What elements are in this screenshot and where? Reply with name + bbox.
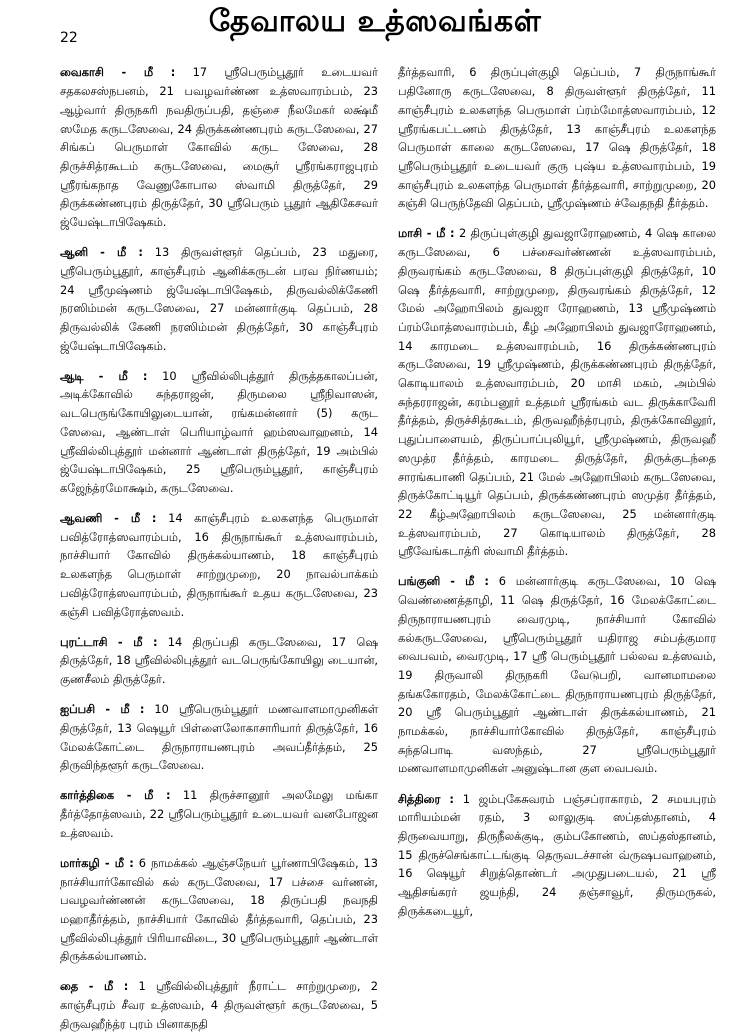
month-label: தை - மீ : — [60, 979, 129, 994]
month-label: மார்கழி - மீ : — [60, 855, 134, 870]
right-column — [398, 52, 716, 974]
festival-text: 13 திருவள்ளூர் தெப்பம், 23 மதுரை, ஸ்ரீபெரும்பூதூர், காஞ்சீபுரம் ஆனிக்கருடன் பரவ நிர்ணயம்; 24 ஸ்ரீமுஷ்ணம் ஜ்யேஷ்டாபிஷேகம், திருவல்லிக்கேணி நரஸிம்மன் கருடஸேவை, 27 மன்னார்குடி தெப்பம், 28 திருவல்லிக் கேணி நரஸிம்மன் திருத்தேர், 30 காஞ்சீபுரம் ஜ்யேஷ்டாபிஷேகம். — [60, 245, 379, 353]
page-header — [0, 0, 750, 44]
festival-entry — [60, 700, 378, 775]
month-label: கார்த்திகை - மீ : — [60, 788, 171, 803]
festival-text: தீர்த்தவாரி, 6 திருப்புள்குழி தெப்பம், 7 திருநாங்கூர் பதினோரு கருடஸேவை, 8 திருவள்ளூர் திருத்தேர், 11 காஞ்சீபுரம் உலகளந்த பெருமாள் ப்ரம்மோத்ஸவாரம்பம், 12 ஸ்ரீரங்கபட்டணம் திருத்தேர், 13 காஞ்சீபுரம் உலகளந்த பெருமாள் காலை கருடஸேவை, 17 ஷெ திருத்தேர், 18 ஸ்ரீபெரும்பூதூர் உடையவர் குரு புஷ்ய உத்ஸவாரம்பம், 19 காஞ்சீபுரம் உலகளந்த பெருமாள் தீர்த்தவாரி, சாற்றுமுறை, 20 கஞ்சி பெருந்தேவி தெப்பம், ஸ்ரீமுஷ்ணம் ச்வேதநதி தீர்த்தம். — [398, 65, 716, 211]
festival-text: 10 ஸ்ரீவில்லிபுத்தூர் திருத்தகாலப்பன், அடிக்கோவில் சுந்தராஜன், திருமலை ஸ்ரீநிவாஸன், வடபெருங்கோயிலுடையான், ரங்கமன்னார் (5) கருட ஸேவை, ஆண்டாள் பெரியாழ்வார் ஹம்ஸவாஹனம், 14 ஸ்ரீவில்லிபுத்தூர் மன்னார் ஆண்டாள் திருத்தேர், 19 அம்பில் ஜ்யேஷ்டாபிஷேகம், 25 ஸ்ரீபெரும்பூதூர், காஞ்சீபுரம் கஜேந்த்ரமோக்ஷம், கருடஸேவை. — [60, 368, 378, 495]
page-number: 22 — [60, 30, 78, 46]
festival-text: 1 ஜம்புகேசுவரம் பஞ்சப்ராகாரம், 2 சமயபுரம் மாரியம்மன் ரதம், 3 லாலுகுடி ஸப்தஸ்தானம், 4 திருவையாறு, திருநீலக்குடி, கும்பகோணம், ஸப்தஸ்தானம், 15 திருச்செங்காட்டங்குடி தெருவடச்சான் வ்ருஷபவாஹனம், 16 ஷெயூர் சிறுத்தொண்டர் அமுதுபடையல், 21 ஸ்ரீ ஆதிசங்கரர் ஜயந்தி, 24 தஞ்சாவூர், திருமருகல், திருக்கடையூர், — [398, 791, 716, 918]
festival-text: 6 நாமக்கல் ஆஞ்சநேயர் பூர்ணாபிஷேகம், 13 நாச்சியார்கோவில் கல் கருடஸேவை, 17 பச்சை வர்ணன், பவழவர்ண்ணன் கருடஸேவை, 18 திருப்பதி நவநதி மஹாதீர்த்தம், நாச்சியார் கோவில் தீர்த்தவாரி, தெப்பம், 23 ஸ்ரீவில்லிபுத்தூர் பிரியாவிடை, 30 ஸ்ரீபெரும்பூதூர் ஆண்டாள் திருக்கல்யாணம். — [60, 855, 378, 964]
month-label: வைகாசி - மீ : — [60, 65, 176, 80]
festival-text: 14 காஞ்சீபுரம் உலகளந்த பெருமாள் பவித்ரோத்ஸவாரம்பம், 16 திருநாங்கூர் உத்ஸவாரம்பம், நாச்சியார் கோவில் திருக்கல்யாணம், 18 காஞ்சீபுரம் உலகளந்த பெருமாள் சாற்றுமுறை, 20 நாவல்பாக்கம் பவித்ரோத்ஸவாரம்பம், திருநாங்கூர் உதய கருடஸேவை, 23 கஞ்சி பவித்ரோத்ஸவம். — [60, 511, 378, 619]
text-columns — [60, 52, 717, 1031]
festival-entry — [60, 63, 378, 231]
festival-text: 1 ஸ்ரீவில்லிபுத்தூர் நீராட்ட சாற்றுமுறை, 2 காஞ்சீபுரம் சீவர உத்ஸவம், 4 திருவள்ளூர் கருடஸேவை, 5 திருவஹீந்த்ர புரம் பினாகநதி — [60, 979, 378, 1031]
festival-entry — [60, 977, 378, 1033]
festival-text: 14 திருப்பதி கருடஸேவை, 17 ஷெ திருத்தேர், 18 ஸ்ரீவில்லிபுத்தூர் வடபெருங்கோயிலு டையான், குணசீலம் திருத்தேர். — [60, 634, 379, 687]
festival-entry — [60, 367, 378, 498]
festival-entry — [398, 790, 716, 921]
festival-text: 6 மன்னார்குடி கருடஸேவை, 10 ஷெ வெண்ணைத்தாழி, 11 ஷெ திருத்தேர், 16 மேலக்கோட்டை திருநாராயணபுரம் வைரமுடி, நாச்சியார் கோவில் கல்கருடஸேவை, ஸ்ரீபெரும்பூதூர் யதிராஜ சம்பத்குமார வைபவம், வைரமுடி, 17 ஸ்ரீ பெரும்பூதூர் பல்லவ உத்ஸவம், 19 திருவாலி திருநகரி வேடுபறி, வானமாமலை தங்ககோரதம், மேலக்கோட்டை திருநாராயணபுரம் திருத்தேர், 20 ஸ்ரீ பெரும்பூதூர் ஆண்டாள் திருக்கல்யாணம், 21 நாமக்கல், நாச்சியார்கோவில் திருத்தேர், காஞ்சீபுரம் சுந்தபொடி வஸந்தம், 27 ஸ்ரீபெரும்பூதூர் மணவாளமாமுனிகள் அனுஷ்டான குள வைபவம். — [398, 574, 717, 776]
month-label: மாசி - மீ : — [398, 226, 455, 241]
month-label: ஆடி - மீ : — [60, 368, 148, 383]
month-label: பங்குனி - மீ : — [398, 574, 489, 589]
month-label: ஐப்பசி - மீ : — [60, 702, 145, 717]
month-label: ஆவணி - மீ : — [60, 511, 157, 526]
festival-entry — [398, 572, 716, 778]
festival-text: 17 ஸ்ரீபெரும்பூதூர் உடையவர் சதகலசஸ்நபனம், 21 பவழவர்ண்ண உத்ஸவாரம்பம், 23 ஆழ்வார் திருநகரி நவதிருப்பதி, தஞ்சை நீலமேகர் லக்ஷ்மீ ஸமேத கருடஸேவை, 24 திருக்கண்ணபுரம் கருடஸேவை, 27 சிங்கப் பெருமாள் கோவில் கருட ஸேவை, 28 திருச்சித்ரகூடம் கருடஸேவை, மைசூர் ஸ்ரீரங்கராஜபுரம் ஸ்ரீரங்கநாத வேணுகோபால ஸ்வாமி திருத்தேர், 29 திருக்கண்ணபுரம் திருத்தேர், 30 ஸ்ரீபெரும் பூதூர் ஆதிகேசவர் ஜ்யேஷ்டாபிஷேகம். — [60, 65, 378, 230]
festival-entry — [60, 509, 378, 621]
festival-text: 10 ஸ்ரீபெரும்பூதூர் மணவாளமாமுனிகள் திருத்தேர், 13 ஷெயூர் பிள்ளைலோகாசாரியார் திருத்தேர், 16 மேலக்கோட்டை திருநாராயணபுரம் அவப்தீர்த்தம், 25 திருவிந்தளூர் கருடஸேவை. — [60, 702, 378, 773]
festival-entry — [398, 63, 716, 213]
festival-entry — [398, 224, 716, 561]
festival-text: 2 திருப்புள்குழி துவஜாரோஹணம், 4 ஷெ காலை கருடஸேவை, 6 பச்சைவர்ண்ணன் உத்ஸவாரம்பம், திருவரங்கம் கருடஸேவை, 8 திருப்புள்குழி திருத்தேர், 10 ஷெ தீர்த்தவாரி, சாற்றுமுறை, திருவரங்கம் திருத்தேர், 12 மேல் அஹோபிலம் துவஜா ரோஹணம், 13 ஸ்ரீமுஷ்ணம் ப்ரம்மோத்ஸவாரம்பம், கீழ் அஹோபிலம் துவஜாரோஹணம், 14 காரமடை உத்ஸவாரம்பம், 16 திருக்கண்ணபுரம் கருடஸேவை, 19 ஸ்ரீமுஷ்ணம், திருக்கண்ணபுரம் திருத்தேர், கொடியாலம் உத்ஸவாரம்பம், 20 மாசி மகம், அம்பில் சுந்தரராஜன், கரம்பனூர் உத்தமர் ஸ்ரீரங்கம் வட திருக்காவேரி தீர்த்தம், திருச்சித்ரகூடம், திருவஹீந்த்ரபுரம், திருக்கோவிலூர், புதுப்பாளையம், திருப்பாப்புலியூர், ஸ்ரீமுஷ்ணம், திருவஹீ ஸமுத்ர தீர்த்தம், காரமடை திருத்தேர், திருக்குடந்தை சாரங்கபாணி தெப்பம், 21 மேல் அஹோபிலம் கருடஸேவை, திருக்கோட்டியூர் தெப்பம், திருக்கண்ணபுரம் ஸமுத்ர தீர்த்தம், 22 கீழ்அஹோபிலம் கருடஸேவை, 25 மன்னார்குடி உத்ஸவாரம்பம், 27 கொடியாலம் திருத்தேர், 28 ஸ்ரீவேங்கடாத்ரி ஸ்வாமி தீர்த்தம். — [398, 226, 717, 559]
festival-entry — [60, 854, 378, 966]
left-column — [60, 52, 379, 1031]
month-label: ஆனி - மீ : — [60, 245, 143, 260]
festival-text: 11 திருச்சானூர் அலமேலு மங்கா தீர்த்தோத்ஸவம், 22 ஸ்ரீபெரும்பூதூர் உடையவர் வனபோஜன உத்ஸவம். — [60, 788, 378, 840]
festival-entry — [60, 786, 378, 842]
month-label: சித்திரை : — [398, 791, 454, 806]
festival-entry — [60, 243, 378, 355]
page-title: தேவாலய உத்ஸவங்கள் — [208, 4, 542, 39]
festival-entry — [60, 633, 378, 689]
month-label: புரட்டாசி - மீ : — [60, 634, 158, 649]
